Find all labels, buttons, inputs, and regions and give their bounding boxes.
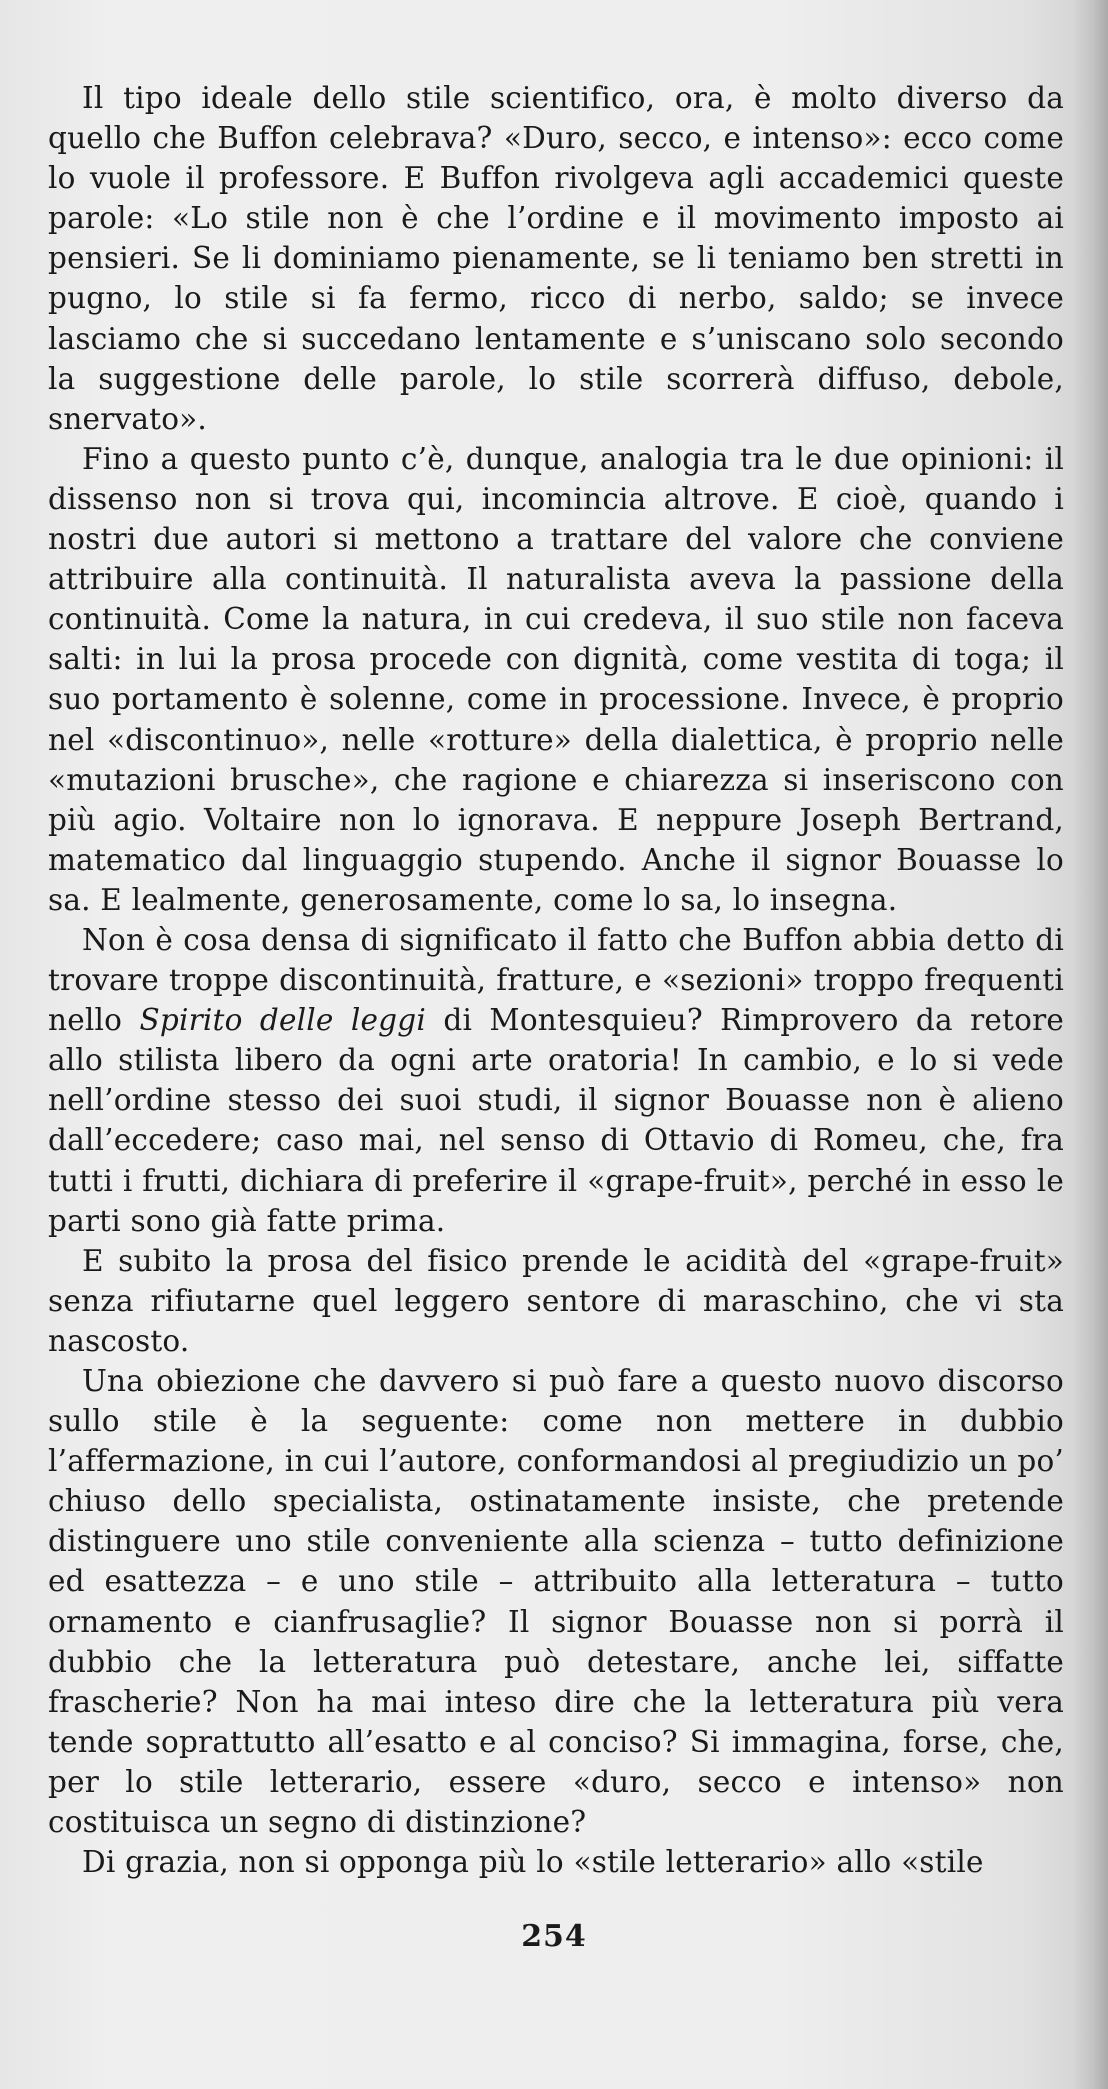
paragraph-3-after: di Montesquieu? Rimprovero da retore allo stilista libero da ogni arte oratoria! In cambio, e lo si vede nell’ordine stesso dei suoi studi, il signor Bouasse non è alieno dall’eccedere; caso mai, nel senso di Ottavio di Romeu, che, fra tutti i frutti, dichiara di preferire il «grape-fruit», perché in esso le parti sono già fatte prima. [48,1003,1065,1238]
paragraph-4: E subito la prosa del fisico prende le acidità del «grape-fruit» senza rifiutarne quel leggero sentore di maraschino, che vi sta nascosto. [48,1243,1064,1358]
book-title-italic: Spirito delle leggi [139,1003,426,1038]
body-text [48,78,1064,1882]
page-number: 254 [521,1919,587,1954]
paragraph-6: Di grazia, non si opponga più lo «stile letterario» allo «stile [82,1845,984,1880]
paragraph-3 [48,920,1064,1241]
paragraph-1: Il tipo ideale dello stile scientifico, ora, è molto diverso da quello che Buffon celebrava? «Duro, secco, e intenso»: ecco come lo vuole il professore. E Buffon rivolgeva agli accademici queste parole: «Lo stile non è che l’ordine e il movimento imposto ai pensieri. Se li dominiamo pienamente, se li teniamo ben stretti in pugno, lo stile si fa fermo, ricco di nerbo, saldo; se invece lasciamo che si succedano lentamente e s’uniscano solo secondo la suggestione delle parole, lo stile scorrerà diffuso, debole, snervato». [48,81,1064,436]
paragraph-3-before: Non è cosa densa di significato il fatto che Buffon abbia detto di trovare troppe discontinuità, fratture, e «sezioni» troppo frequenti nello [48,922,1064,1038]
page-edge-shadow [1072,0,1108,2089]
paragraph-2: Fino a questo punto c’è, dunque, analogia tra le due opinioni: il dissenso non si trova qui, incomincia altrove. E cioè, quando i nostri due autori si mettono a trattare del valore che conviene attribuire alla continuità. Il naturalista aveva la passione della continuità. Come la natura, in cui credeva, il suo stile non faceva salti: in lui la prosa procede con dignità, come vestita di toga; il suo portamento è solenne, come in processione. Invece, è proprio nel «discontinuo», nelle «rotture» della dialettica, è proprio nelle «mutazioni brusche», che ragione e chiarezza si inseriscono con più agio. Voltaire non lo ignorava. E neppure Joseph Bertrand, matematico dal linguaggio stupendo. Anche il signor Bouasse lo sa. E lealmente, generosamente, come lo sa, lo insegna. [48,441,1064,917]
paragraph-5: Una obiezione che davvero si può fare a questo nuovo discorso sullo stile è la seguente: come non mettere in dubbio l’affermazione, in cui l’autore, conformandosi al pregiudizio un po’ chiuso dello specialista, ostinatamente insiste, che pretende distinguere uno stile conveniente alla scienza – tutto definizione ed esattezza – e uno stile – attribuito alla letteratura – tutto ornamento e cianfrusaglie? Il signor Bouasse non si porrà il dubbio che la letteratura può detestare, anche lei, siffatte frascherie? Non ha mai inteso dire che la letteratura più vera tende soprattutto all’esatto e al conciso? Si immagina, forse, che, per lo stile letterario, essere «duro, secco e intenso» non costituisca un segno di distinzione? [48,1364,1064,1840]
